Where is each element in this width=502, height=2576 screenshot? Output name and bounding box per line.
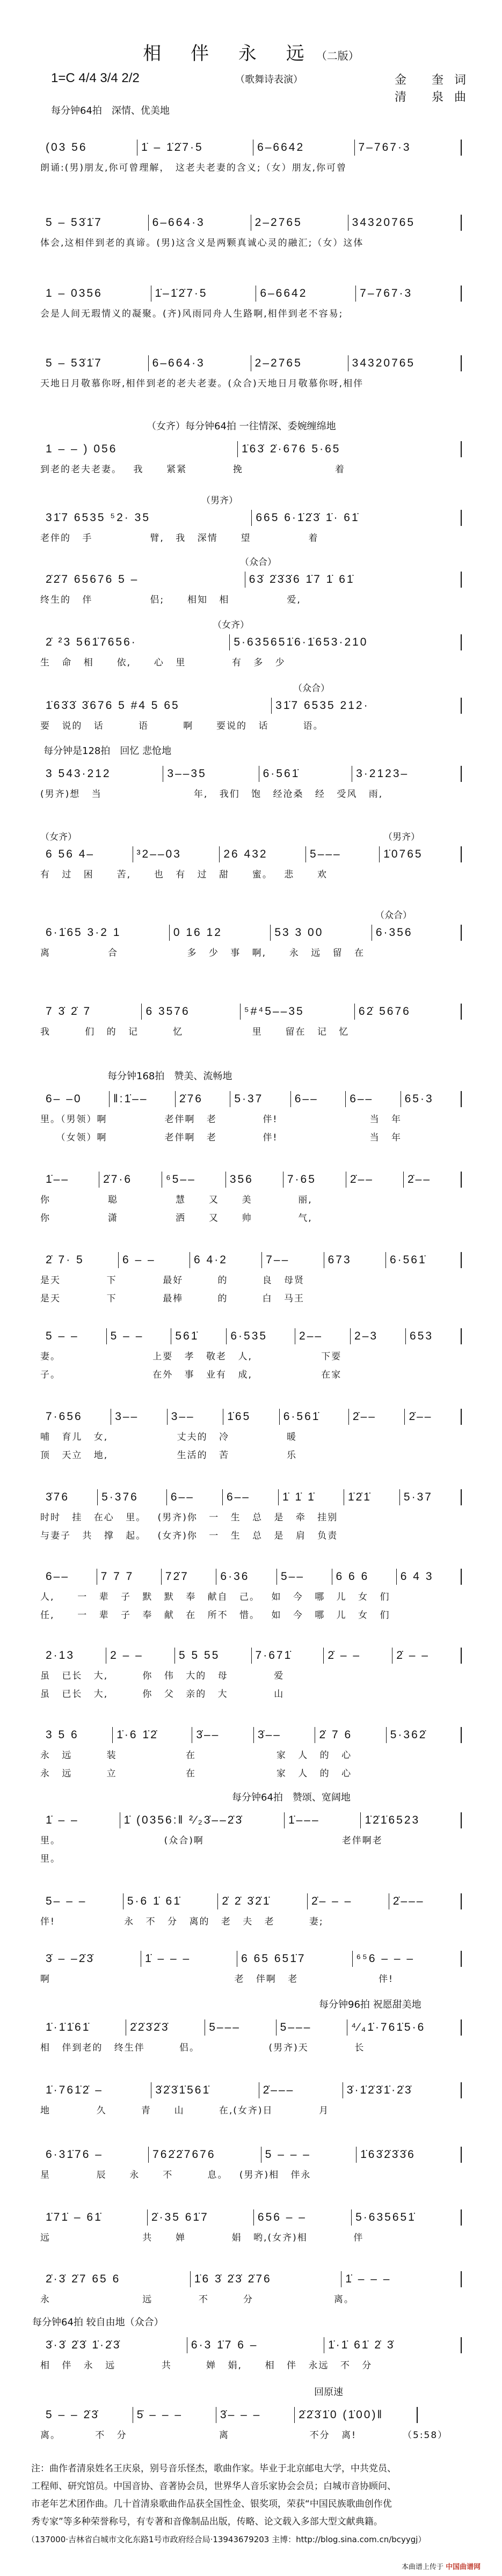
measure: 5 – –	[107, 1328, 172, 1344]
lyric-line: 你 聪 慧 又 美 丽,	[40, 1195, 312, 1205]
measure: 2̇– – –	[308, 1893, 389, 1909]
tempo-marking: 每分钟64拍 深情、优美地	[51, 105, 170, 116]
measure: 1̇0765	[380, 846, 462, 862]
voice-part-label: （众合）	[293, 683, 330, 694]
notation-line	[42, 1569, 462, 1585]
measure: 5– – –	[42, 1893, 123, 1909]
measure: 1̇·1̇1̇61̇	[42, 2019, 126, 2036]
lyric-line: 远 共 婵 娟 哟,(女齐)相 伴	[40, 2233, 364, 2243]
measure: ³2––03	[133, 846, 220, 862]
lyric-line: 任, 一 辈 子 奉 献 在 所不 惜。 如 今 哪 儿 女 们	[40, 1610, 390, 1621]
lyric-line: 相 伴 永 远 共 婵 娟, 相 伴 永远 不 分	[40, 2360, 373, 2371]
measure: 6––	[346, 1091, 401, 1107]
measure: 6 4·2	[190, 1252, 262, 1268]
tempo-marking: 每分钟是128拍 回忆 悲怆地	[43, 745, 172, 757]
lyric-line: 离 合 多 少 事 啊, 永 远 留 在	[40, 948, 365, 958]
tempo-marking: 每分钟168拍 赞美、流畅地	[107, 1071, 232, 1082]
measure: 3̇·1̇2̇3̇1̇·2̇3̇	[343, 2082, 462, 2098]
measure: 6––	[42, 1569, 97, 1585]
measure: 1̇6 3̇ 2̇3̇ 2̇76	[191, 2271, 341, 2287]
measure: 1̇·6 1̇2̇	[113, 1727, 192, 1743]
notation-line	[42, 1172, 462, 1188]
measure: 5 – – 2̇3̇	[42, 2407, 133, 2423]
measure: 3 5 6	[42, 1727, 113, 1743]
measure: 31̇7 6535 ⁵2· 35	[42, 510, 252, 526]
measure: 5 – 53̇1̇7	[42, 355, 149, 371]
notation-line	[42, 634, 462, 650]
measure: 5·362̇	[387, 1727, 462, 1743]
measure: 5̇ – – –	[133, 2407, 216, 2423]
notation-line	[42, 2209, 462, 2226]
lyric-line: 地 久 青 山 在,(女齐)日 月	[40, 2105, 330, 2116]
lyric-line: 相 伴到老的 终生伴 侣。 (男齐)天 长	[40, 2043, 365, 2053]
measure: 6–6642	[253, 140, 354, 156]
measure: 5·37	[400, 1489, 462, 1505]
notation-line	[42, 698, 462, 714]
measure: 6·3 1̇7 6 –	[187, 2337, 324, 2353]
notation-line	[42, 1812, 462, 1828]
measure: 6 – –	[119, 1252, 190, 1268]
notation-line	[42, 1951, 462, 1967]
lyric-line: 永 远 装 在 家 人 的 心	[40, 1750, 352, 1761]
voice-part-label: （众合）	[240, 557, 277, 568]
measure: 53 3 00	[271, 925, 372, 941]
lyric-line: 啊 老 伴啊 老 伴!	[40, 1974, 394, 1985]
measure: 665 6·1̇2̇3̇ 1̇· 61̇	[252, 510, 462, 526]
notation-line	[42, 2337, 462, 2353]
lyric-line: 里。 (众合)啊 老伴啊老	[40, 1835, 383, 1846]
measure: ‖:1̇––	[110, 1091, 176, 1107]
measure: 2–2765	[251, 355, 348, 371]
score-title	[0, 39, 502, 65]
measure: 5 – 53̇1̇7	[42, 215, 149, 231]
measure: 7 3̇ 2̇ 7	[42, 1004, 142, 1020]
edition-label: （二版）	[316, 49, 359, 62]
measure: 1̇–1̇2̇7·5	[151, 286, 257, 302]
measure: 1̇·761̇2̇ –	[42, 2082, 151, 2098]
notation-line	[42, 286, 462, 302]
measure: 6 3576	[142, 1004, 240, 1020]
measure: 6––	[291, 1091, 346, 1107]
voice-part-label: （男齐）	[383, 832, 420, 843]
lyric-line: 永 远 立 在 家 人 的 心	[40, 1768, 352, 1779]
measure: 2̇·3̇ 2̇7 65 6	[42, 2271, 191, 2287]
measure: 6 56 4–	[42, 846, 133, 862]
measure: 3 543·212	[42, 766, 163, 782]
measure: 5 5 55	[175, 1648, 252, 1664]
measure: 2̇7·6	[99, 1172, 162, 1188]
measure: 2̇ – –	[324, 1648, 392, 1664]
notation-line	[42, 2407, 418, 2423]
measure: 6·561̇	[280, 1409, 349, 1425]
note-line: 工程师、研究馆员。中国音协、音著协会员，世界华人音乐家协会会员；白城市音协顾问、	[31, 2481, 396, 2492]
measure: 2̇ 2̇ 3̇2̇1̇	[218, 1893, 308, 1909]
measure: 3––	[168, 1409, 224, 1425]
measure: 6– –0	[42, 1091, 110, 1107]
lyric-line: 子。 在外 事 业有 成, 在家	[40, 1370, 342, 1380]
measure: 1̇65	[223, 1409, 280, 1425]
lyric-line: 你 潇 洒 又 帅 气,	[40, 1213, 312, 1224]
measure: 2̇––	[346, 1172, 404, 1188]
measure: 2––	[295, 1328, 351, 1344]
lyric-line: 里。	[40, 1854, 61, 1864]
lyric-line: 伴! 永 不 分 离的 老 夫 老 妻;	[40, 1916, 324, 1927]
notation-line	[42, 1489, 462, 1505]
lyric-line: 星 辰 永 不 息。 (男齐)相 伴永	[40, 2170, 311, 2180]
measure: 561̇	[171, 1328, 227, 1344]
measure: 3̇––	[192, 1727, 254, 1743]
lyric-line: 老伴的 手 臂, 我 深情 望 着	[40, 533, 319, 544]
measure: ⁴⁄₄1̇·761̇5·6	[347, 2019, 462, 2036]
measure: 1̇63̇3̇ 3̇676 5 #4 5 65	[42, 698, 272, 714]
measure: 26 432	[220, 846, 306, 862]
measure: 5·635651̇6·1̇653·210	[230, 634, 462, 650]
lyricist-credit: 金 奎词	[395, 74, 477, 87]
lyric-line: 妻。 上要 孝 敬老 人, 下要	[40, 1351, 342, 1362]
notation-line	[42, 2147, 462, 2163]
measure: 5·6 1̇ 61̇	[123, 1893, 219, 1909]
notation-line	[42, 846, 462, 862]
tempo-marking: 回原速	[314, 2387, 343, 2398]
measure: 7·65	[283, 1172, 346, 1188]
notation-line	[42, 2019, 462, 2036]
tempo-marking: （女齐）每分钟64拍 一往情深、委婉缠绵地	[147, 421, 336, 432]
measure: 7–767·3	[355, 140, 462, 156]
measure: 653	[406, 1328, 462, 1344]
measure: 1̇––	[42, 1172, 99, 1188]
measure: ⁶5––	[162, 1172, 226, 1188]
measure: 5·376	[98, 1489, 167, 1505]
measure: 2̇·35 61̇7	[148, 2209, 254, 2226]
measure: 63̇ 2̇3̇3̇6 1̇7 1̇ 61̇	[245, 572, 462, 588]
lyric-line: 人, 一 辈 子 默 默 奉 献自 己。 如 今 哪 儿 女 们	[40, 1592, 390, 1602]
measure: 6 65 651̇7	[237, 1951, 352, 1967]
lyric-line: 里。（男领）啊 老伴啊 老 伴! 当 年	[40, 1114, 402, 1125]
title-text: 相 伴 永 远	[143, 43, 316, 64]
lyric-line: 是天 下 最好 的 良 母贤	[40, 1275, 305, 1286]
notation-line	[42, 2271, 462, 2287]
address-line: （137000·吉林省白城市文化东路1号市政府经合局·13943679203 主博：http://blog.sina.com.cn/bcyygj）	[27, 2535, 426, 2544]
measure: 2̇––	[349, 1409, 405, 1425]
measure: 72̇7	[162, 1569, 217, 1585]
measure: 1̇71̇ – 61̇	[42, 2209, 148, 2226]
measure: 6–6642	[256, 286, 356, 302]
notation-line	[42, 766, 462, 782]
duration-label: （5:58）	[403, 2430, 448, 2441]
measure: 31̇7 6535 212·	[272, 698, 462, 714]
notation-line	[42, 1252, 462, 1268]
measure: 1̇63̇2̇3̇3̇6	[357, 2147, 462, 2163]
measure: 2̇ 7 6	[315, 1727, 386, 1743]
lyric-line: 有 过 困 苦, 也 有 过 甜 蜜。 悲 欢	[40, 869, 328, 880]
lyric-line: 会是人间无瑕情义的凝聚。(齐)风雨同舟人生路啊,相伴到老不容易;	[40, 309, 344, 319]
measure: 6–664·3	[149, 215, 251, 231]
measure: 6·561̇	[386, 1252, 462, 1268]
measure: 673	[324, 1252, 386, 1268]
measure: 2̇–––	[389, 1893, 462, 1909]
lyric-line: 生 命 相 依, 心 里 有 多 少	[40, 657, 286, 668]
lyric-line: 朗诵:(男)朋友,你可曾理解， 这老夫老妻的含义;（女）朋友,你可曾	[40, 163, 347, 173]
upload-text: 本曲谱上传于	[402, 2563, 444, 2571]
measure: 2̇ ²3 561̇7656·	[42, 634, 230, 650]
measure: 1̇ 1̇ 1̇	[279, 1489, 344, 1505]
notation-line	[42, 1648, 462, 1664]
lyric-line: 离。 不 分 离 不分 离!	[40, 2430, 357, 2441]
measure: 0 16 12	[170, 925, 271, 941]
lyric-line: 要 说的 话 语 啊 要说的 话 语。	[40, 721, 324, 731]
measure: 1̇ – –	[42, 1812, 120, 1828]
notation-line	[42, 441, 462, 457]
note-line: 秀专家”等多种荣誉称号，有专著和音像制品出版，传略、论文载入多部大型文献典籍。	[31, 2516, 383, 2527]
measure: 6·356	[372, 925, 462, 941]
tempo-marking: 每分钟64拍 较自由地（众合）	[32, 2317, 164, 2328]
measure: 2·13	[42, 1648, 106, 1664]
notation-line	[42, 1004, 462, 1020]
measure: 6––	[167, 1489, 223, 1505]
voice-part-label: （女齐）	[213, 620, 249, 631]
measure: 1̇·1̇ 61̇ 2̇ 3̇	[324, 2337, 462, 2353]
measure: 7 7 7	[97, 1569, 162, 1585]
measure: 5––	[277, 1569, 332, 1585]
voice-part-label: （男齐）	[201, 495, 238, 506]
measure: 6·36	[216, 1569, 277, 1585]
note-line: 注：曲作者清泉姓名王庆泉，别号音乐怪杰，歌曲作家。毕业于北京邮电大学，中共党员、	[31, 2463, 396, 2474]
measure: 6·535	[227, 1328, 295, 1344]
notation-line	[42, 355, 462, 371]
notation-line	[42, 1091, 462, 1107]
measure: 1 – – ) 056	[42, 441, 238, 457]
composer-note	[27, 2460, 471, 2549]
measure: 6–664·3	[149, 355, 251, 371]
measure: 2–2765	[251, 215, 348, 231]
measure: 2 – –	[106, 1648, 175, 1664]
measure: 5–––	[306, 846, 380, 862]
measure: 6 6 6	[332, 1569, 397, 1585]
measure: 656 – –	[254, 2209, 352, 2226]
voice-part-label: （女齐）	[40, 832, 77, 843]
measure: 762̇2̇7676	[149, 2147, 261, 2163]
composer-credit: 清 泉曲	[395, 91, 477, 104]
measure: 6 4 3	[397, 1569, 462, 1585]
measure: 6·1̇65 3·2 1	[42, 925, 170, 941]
measure: 62̇ 5676	[355, 1004, 462, 1020]
measure: 34320765	[348, 215, 462, 231]
measure: 3̇––	[254, 1727, 316, 1743]
measure: 1̇2̇1̇	[344, 1489, 400, 1505]
measure: 34320765	[348, 355, 462, 371]
notation-line	[42, 572, 462, 588]
notation-line	[42, 1409, 462, 1425]
tempo-marking: 每分钟96拍 祝愿甜美地	[319, 1999, 421, 2010]
measure: 1̇–––	[285, 1812, 361, 1828]
measure: 1̇2̇1̇6523	[361, 1812, 462, 1828]
measure: 5·37	[230, 1091, 290, 1107]
notation-line	[42, 1328, 462, 1344]
upload-footer	[402, 2561, 481, 2571]
lyric-line: 体会,这相伴到老的真谛。(男)这含义是两颗真诚心灵的融汇;（女）这体	[40, 238, 364, 248]
lyric-line: (男齐)想 当 年, 我们 饱 经沧桑 经 受风 雨,	[40, 789, 383, 800]
measure: 3––	[111, 1409, 168, 1425]
measure: 5·635651̇	[352, 2209, 462, 2226]
measure: 65·3	[401, 1091, 462, 1107]
measure: 2̇––	[405, 1409, 462, 1425]
measure: 1̇ – 1̇2̇7·5	[137, 140, 253, 156]
measure: 6·31̇76 –	[42, 2147, 149, 2163]
measure: 2̇2̇3̇2̇3̇	[126, 2019, 205, 2036]
notation-line	[42, 140, 462, 156]
site-logo[interactable]: 中国曲谱网	[446, 2563, 481, 2571]
measure: 1 – 0356	[42, 286, 151, 302]
lyric-line: 哺 育儿 女, 丈夫的 冷 暖	[40, 1432, 297, 1443]
lyric-line: 到老的老夫老妻。 我 紧紧 挽 着	[40, 464, 346, 475]
lyric-line: 天地日月敬慕你呀,相伴到老的老夫老妻。(众合)天地日月敬慕你呀,相伴	[40, 378, 364, 389]
measure: 5–––	[205, 2019, 276, 2036]
measure: ⁵#⁴5––35	[241, 1004, 355, 1020]
lyric-line: 永 远 不 分 离。	[40, 2294, 354, 2305]
measure: ⁶⁵6 – – –	[353, 1951, 462, 1967]
voice-part-label: （众合）	[375, 910, 412, 921]
measure: 6·561̇	[259, 766, 353, 782]
measure: 3––35	[163, 766, 259, 782]
measure: 6––	[223, 1489, 279, 1505]
notation-line	[42, 215, 462, 231]
lyric-line: 是天 下 最棒 的 白 马王	[40, 1293, 305, 1304]
lyric-line: 时时 挂 在心 里。 (男齐)你 一 生 总 是 牵 挂别	[40, 1512, 338, 1523]
notation-line	[42, 925, 462, 941]
measure: 7––	[262, 1252, 324, 1268]
measure: 1̇ – – –	[141, 1951, 237, 1967]
measure: 3̇ – –2̇3̇	[42, 1951, 141, 1967]
measure: 2̇––	[404, 1172, 462, 1188]
measure: 7·671̇	[252, 1648, 324, 1664]
measure: 1̇ – – –	[341, 2271, 462, 2287]
measure: (03 56	[42, 140, 137, 156]
measure: 3̇2̇3̇1̇561̇	[151, 2082, 259, 2098]
measure: 2–3	[351, 1328, 406, 1344]
lyric-line: （女领）啊 老伴啊 老 伴! 当 年	[40, 1132, 402, 1143]
measure: 3̇·3̇ 2̇3̇ 1̇·2̇3̇	[42, 2337, 187, 2353]
measure: 7–767·3	[356, 286, 462, 302]
measure: 1̇ (0356:‖ ²⁄₂3̇––2̇3̇	[120, 1812, 285, 1828]
measure: 2̇76	[176, 1091, 230, 1107]
performance-form: （歌舞诗表演）	[235, 74, 303, 85]
lyric-line: 与妻子 共 撑 起。 (女齐)你 一 生 总 是 肩 负责	[40, 1531, 338, 1541]
measure: 1̇63̇ 2̇·676 5·65	[238, 441, 462, 457]
measure: 2̇2̇7 65676 5 –	[42, 572, 245, 588]
lyric-line: 顶 天立 地, 生活的 苦 乐	[40, 1450, 297, 1461]
notation-line	[42, 1893, 462, 1909]
lyric-line: 终生的 伴 侣; 相知 相 爱,	[40, 595, 301, 605]
measure: 5–––	[277, 2019, 347, 2036]
measure: 3̇– – –	[216, 2407, 295, 2423]
notation-line	[42, 510, 462, 526]
lyric-line: 虽 已长 大, 你 伟 大的 母 爱	[40, 1671, 285, 1681]
measure: 5 – – –	[261, 2147, 357, 2163]
note-line: 市老年艺术团作曲。几十首清泉歌曲作品获全国性金、银奖项，荣获“中国民族歌曲创作优	[31, 2499, 392, 2509]
measure: 5 – –	[42, 1328, 107, 1344]
lyric-line: 虽 已长 大, 你 父 亲的 大 山	[40, 1689, 285, 1700]
measure: 7·656	[42, 1409, 111, 1425]
measure: 356	[226, 1172, 283, 1188]
tempo-marking: 每分钟64拍 赞颂、宽阔地	[232, 1792, 351, 1803]
measure: 2̇ 7· 5	[42, 1252, 119, 1268]
lyric-line: 我 们 的 记 忆 里 留在 记 忆	[40, 1027, 350, 1037]
key-signature: 1=C 4/4 3/4 2/2	[51, 71, 140, 85]
notation-line	[42, 1727, 462, 1743]
measure: 2̇ – –	[392, 1648, 462, 1664]
measure: 3̇76	[42, 1489, 98, 1505]
measure: 3·2123–	[352, 766, 462, 782]
measure: 2̇–––	[259, 2082, 343, 2098]
measure: 2̇2̇3̇1̇0 (1̇00)‖	[295, 2407, 418, 2423]
notation-line	[42, 2082, 462, 2098]
